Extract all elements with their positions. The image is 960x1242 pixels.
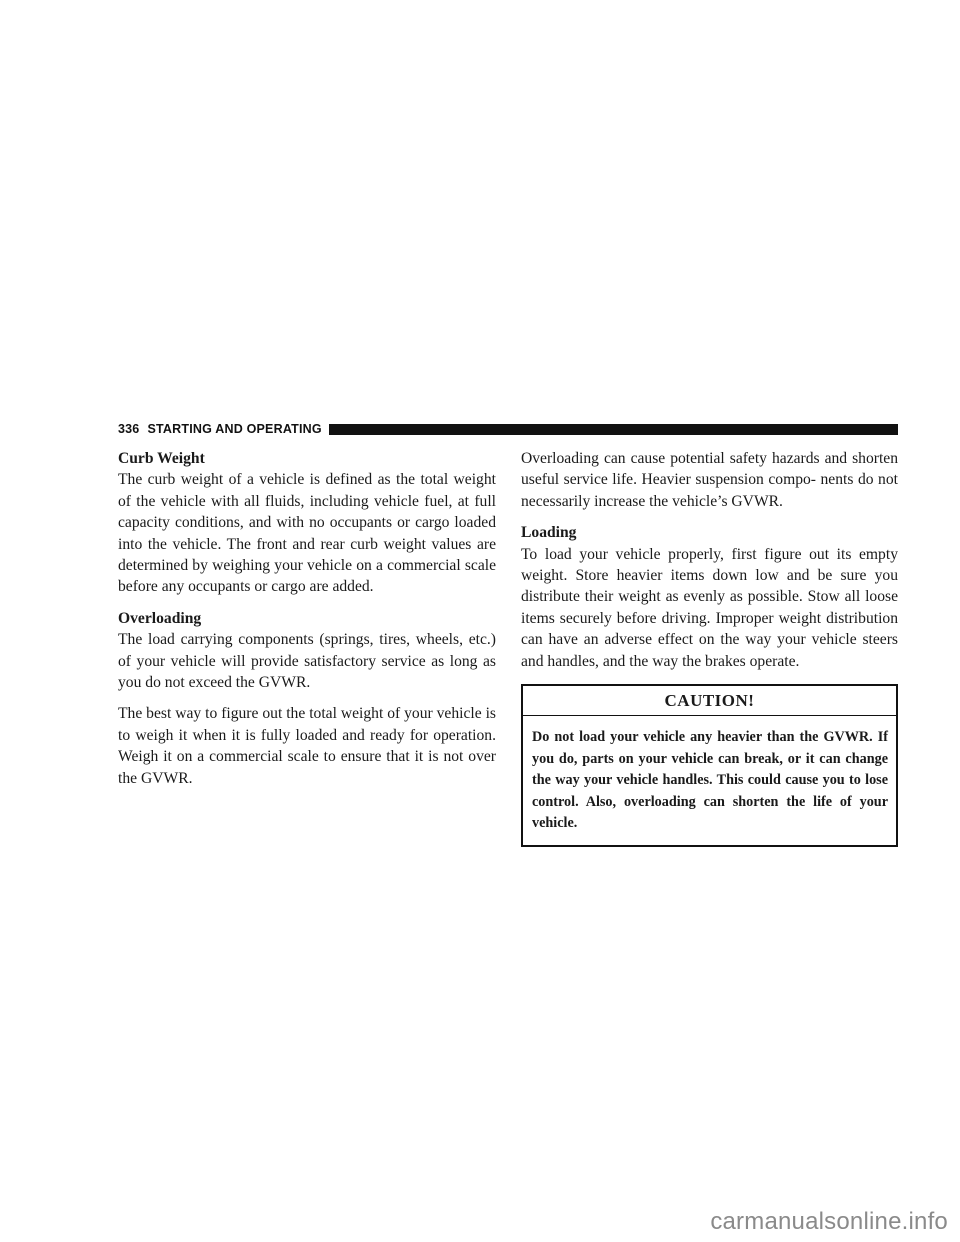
overloading-paragraph-2: The best way to figure out the total weight of your vehicle is to weigh it when it is fully loaded and ready for operation. Weigh it on a commercial scale to ensure that it is not over the GVWR.: [118, 705, 496, 787]
header-rule: [329, 424, 898, 435]
left-column: [118, 448, 496, 799]
right-column: [521, 448, 898, 847]
watermark-link[interactable]: carmanualsonline.info: [710, 1208, 948, 1235]
caution-title: CAUTION!: [523, 686, 896, 716]
loading-heading: Loading: [521, 524, 577, 542]
page-header: [118, 421, 898, 437]
curb-weight-heading: Curb Weight: [118, 450, 205, 467]
overloading-continued-paragraph: Overloading can cause potential safety hazards and shorten useful service life. Heavier suspension compo- nents do not necessarily increase the vehicle’s GVWR.: [521, 450, 898, 510]
overloading-paragraph: The load carrying components (springs, tires, wheels, etc.) of your vehicle will provide satisfactory service as long as you do not exceed the GVWR.: [118, 631, 496, 692]
curb-weight-paragraph: The curb weight of a vehicle is defined as the total weight of the vehicle with all fluids, including vehicle fuel, at full capacity conditions, and with no occupants or cargo loaded into the vehicle. The front and rear curb weight values are determined by weighing your vehicle on a commercial scale before any occupants or cargo are added.: [118, 471, 496, 596]
loading-paragraph: To load your vehicle properly, first figure out its empty weight. Store heavier items down low and be sure you distribute their weight as evenly as possible. Stow all loose items securely before driving. Improper weight distribution can have an adverse effect on the way your vehicle steers and handles, and the way the brakes operate.: [521, 545, 898, 670]
caution-text: Do not load your vehicle any heavier than the GVWR. If you do, parts on your vehicle can break, or it can change the way your vehicle handles. This could cause you to lose control. Also, overloading can shorten the life of your vehicle.: [532, 729, 888, 832]
page-number: 336: [118, 422, 140, 436]
overloading-heading: Overloading: [118, 609, 202, 627]
section-title: STARTING AND OPERATING: [147, 422, 322, 436]
caution-box: [521, 684, 898, 847]
